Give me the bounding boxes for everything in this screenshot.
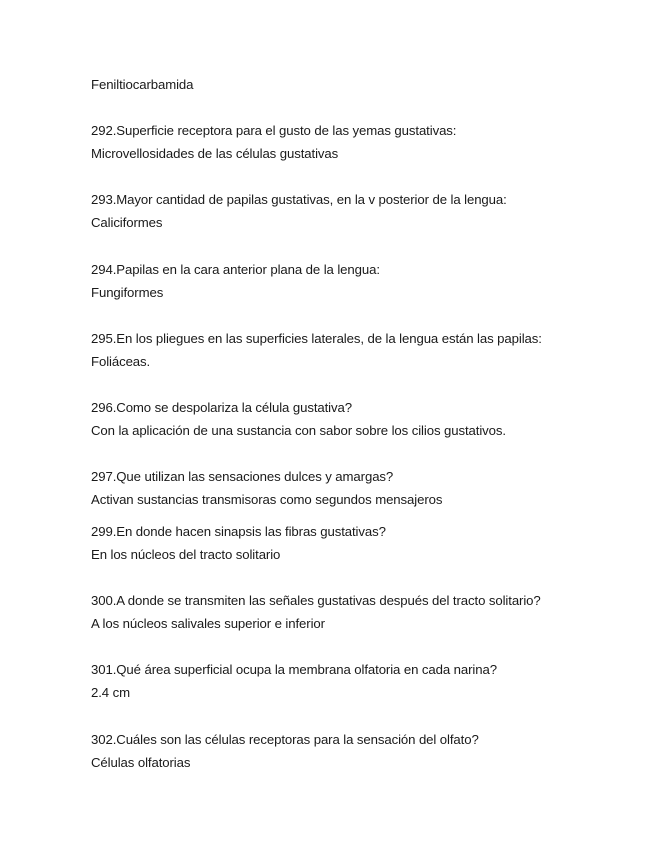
answer-302: Células olfatorias [91,755,191,770]
question-295: 295.En los pliegues en las superficies laterales, de la lengua están las papilas: [91,331,542,346]
answer-296: Con la aplicación de una sustancia con sabor sobre los cilios gustativos. [91,423,506,438]
answer-292: Microvellosidades de las células gustativas [91,146,339,161]
answer-293: Caliciformes [91,215,163,230]
question-292: 292.Superficie receptora para el gusto de las yemas gustativas: [91,123,457,138]
question-301: 301.Qué área superficial ocupa la membrana olfatoria en cada narina? [91,662,497,677]
answer-295: Foliáceas. [91,354,151,369]
intro-text: Feniltiocarbamida [91,77,194,92]
answer-299: En los núcleos del tracto solitario [91,547,281,562]
question-299: 299.En donde hacen sinapsis las fibras gustativas? [91,524,386,539]
answer-294: Fungiformes [91,285,164,300]
answer-301: 2.4 cm [91,685,130,700]
question-293: 293.Mayor cantidad de papilas gustativas, en la v posterior de la lengua: [91,192,507,207]
question-297: 297.Que utilizan las sensaciones dulces y amargas? [91,469,394,484]
answer-300: A los núcleos salivales superior e inferior [91,616,325,631]
question-302: 302.Cuáles son las células receptoras para la sensación del olfato? [91,732,479,747]
question-300: 300.A donde se transmiten las señales gustativas después del tracto solitario? [91,593,541,608]
question-294: 294.Papilas en la cara anterior plana de la lengua: [91,262,380,277]
answer-297: Activan sustancias transmisoras como segundos mensajeros [91,492,443,507]
question-296: 296.Como se despolariza la célula gustativa? [91,400,352,415]
